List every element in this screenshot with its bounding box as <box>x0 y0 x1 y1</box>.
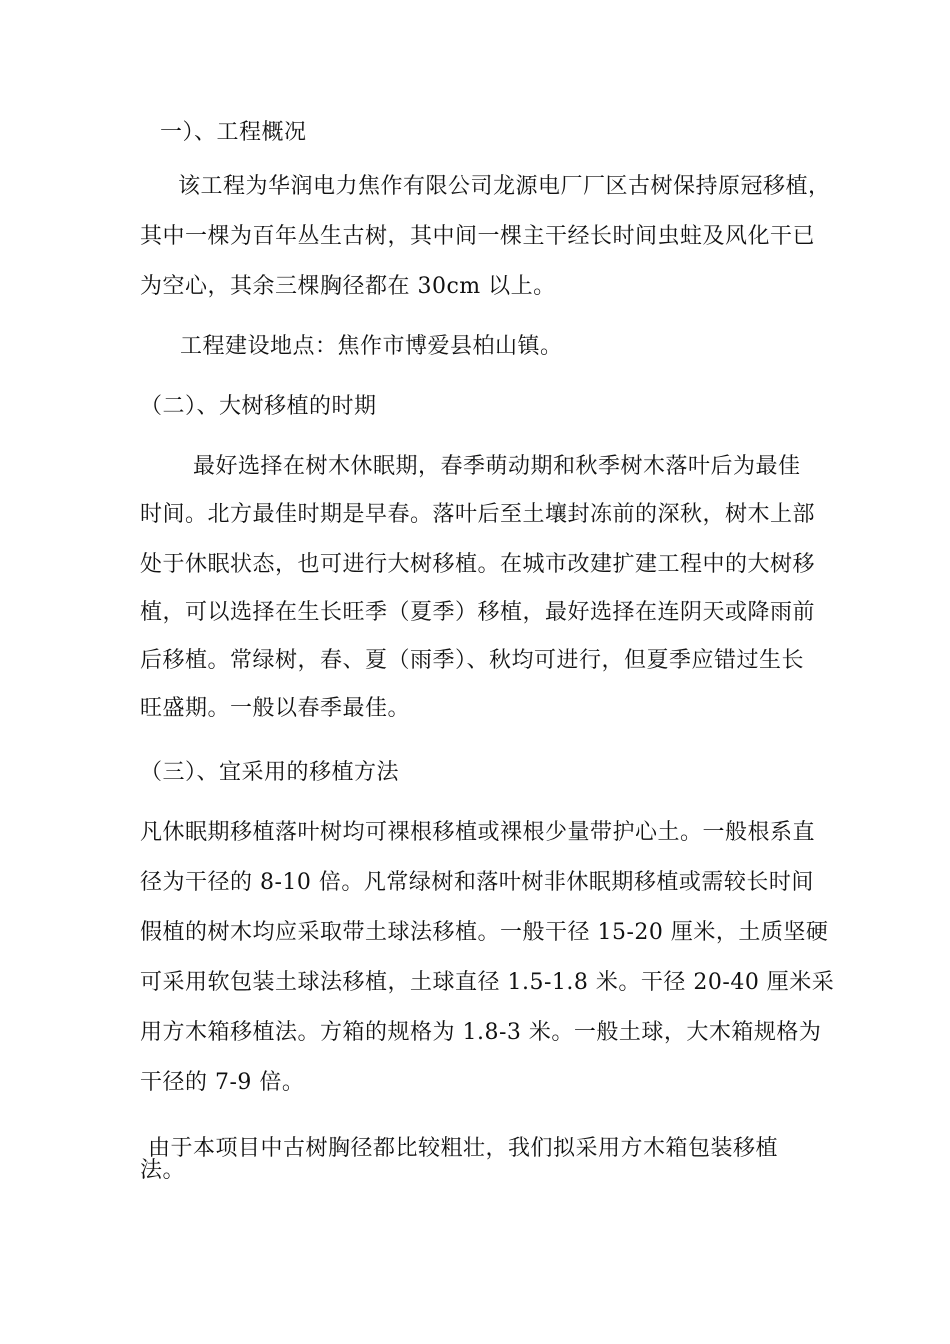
section-heading-methods: （三）、宜采用的移植方法 <box>140 760 400 785</box>
paragraph-line: 植，可以选择在生长旺季（夏季）移植，最好选择在连阴天或降雨前 <box>140 600 816 625</box>
paragraph-line: 径为干径的 8-10 倍。凡常绿树和落叶树非休眠期移植或需较长时间 <box>140 870 814 895</box>
paragraph-line: 该工程为华润电力焦作有限公司龙源电厂厂区古树保持原冠移植， <box>178 174 831 199</box>
paragraph-line: 最好选择在树木休眠期，春季萌动期和秋季树木落叶后为最佳 <box>193 454 801 479</box>
paragraph-line: 其中一棵为百年丛生古树，其中间一棵主干经长时间虫蛀及风化干已 <box>140 224 816 249</box>
paragraph-line: 凡休眠期移植落叶树均可裸根移植或裸根少量带护心土。一般根系直 <box>140 820 816 845</box>
paragraph-line: 假植的树木均应采取带土球法移植。一般干径 15-20 厘米，土质坚硬 <box>140 920 829 945</box>
paragraph-line: 干径的 7-9 倍。 <box>140 1070 305 1095</box>
paragraph-line: 时间。北方最佳时期是早春。落叶后至土壤封冻前的深秋，树木上部 <box>140 502 816 527</box>
section-heading-overview: 一）、工程概况 <box>160 120 307 145</box>
conclusion-line: 由于本项目中古树胸径都比较粗壮，我们拟采用方木箱包装移植 <box>148 1136 779 1161</box>
paragraph-line: 用方木箱移植法。方箱的规格为 1.8-3 米。一般土球，大木箱规格为 <box>140 1020 822 1045</box>
conclusion-line: 法。 <box>140 1158 186 1183</box>
paragraph-line: 为空心，其余三棵胸径都在 30cm 以上。 <box>140 274 556 299</box>
paragraph-line: 旺盛期。一般以春季最佳。 <box>140 696 411 721</box>
paragraph-line: 处于休眠状态，也可进行大树移植。在城市改建扩建工程中的大树移 <box>140 552 816 577</box>
paragraph-line: 可采用软包装土球法移植，土球直径 1.5-1.8 米。干径 20-40 厘米采 <box>140 970 835 995</box>
paragraph-line: 后移植。常绿树，春、夏（雨季）、秋均可进行，但夏季应错过生长 <box>140 648 805 673</box>
project-location: 工程建设地点：焦作市博爱县柏山镇。 <box>180 334 563 359</box>
section-heading-timing: （二）、大树移植的时期 <box>140 394 377 419</box>
